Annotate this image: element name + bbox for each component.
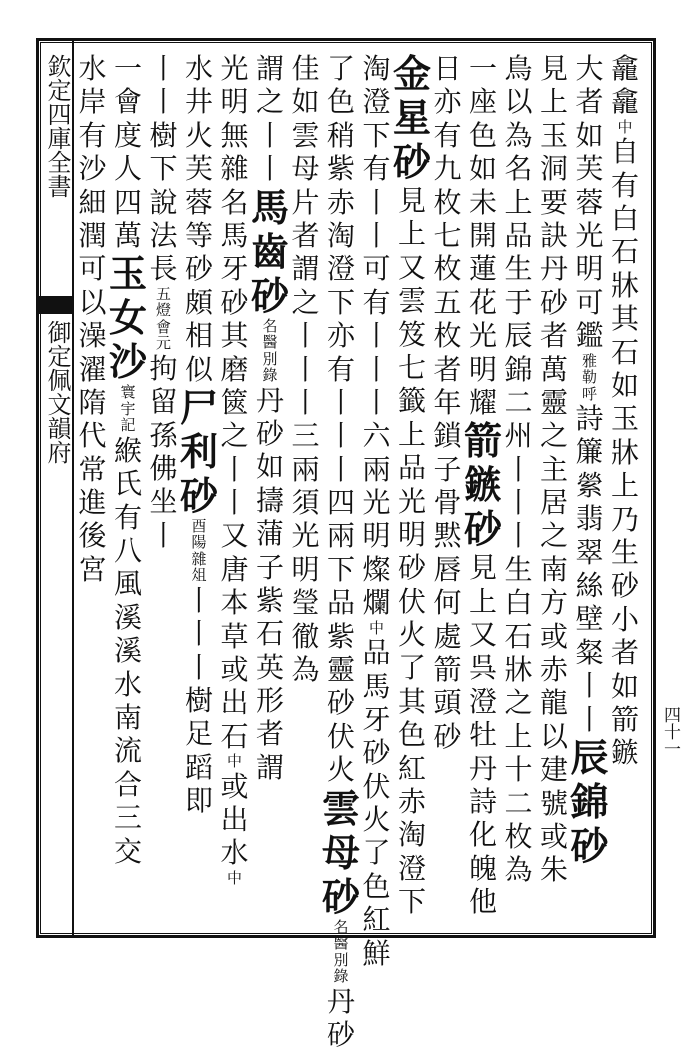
volume-title: [40, 320, 72, 473]
text-column: 水 井 火 芙 蓉 等 砂 頗 相 似 尸 利 砂 酉 陽 雜 俎 丨 丨 丨 樹 足 蹈 即: [179, 52, 218, 818]
book-title-text: 欽定四庫全書: [43, 54, 71, 198]
text-column: 水 岸 有 沙 細 潤 可 以 澡 濯 隋 代 常 進 後 宮: [78, 52, 107, 586]
volume-title-text: 御定佩文韻府: [43, 320, 71, 464]
text-column: 佳 如 雲 母 片 者 謂 之 丨 丨 丨 三 兩 須 光 明 瑩 徹 為: [291, 52, 320, 687]
fishtail-block-icon: [38, 296, 74, 314]
book-title: [40, 54, 72, 207]
text-column: 龕 龕 中 自 有 白 石 牀 其 石 如 玉 牀 上 乃 生 砂 小 者 如 箭 鏃: [610, 52, 639, 770]
text-column: 金 星 砂 見 上 又 雲 笈 七 籤 上 品 光 明 砂 伏 火 了 其 色 紅 赤 淘 澄 下: [392, 51, 431, 919]
text-column: 了 色 稍 紫 赤 淘 澄 下 亦 有 丨 丨 丨 四 兩 下 品 紫 靈 砂 伏 火 雲 母 砂 名 醫 別 錄 丹 砂: [321, 52, 360, 1051]
text-column: 日 亦 有 九 枚 七 枚 五 枚 者 年 鎖 子 骨 黙 唇 何 處 箭 頭 砂: [433, 52, 462, 753]
text-column: 淘 澄 下 有 丨 丨 可 有 丨 丨 丨 六 兩 光 明 燦 爛 中 品 馬 牙 砂 伏 火 了 色 紅 鮮: [362, 52, 391, 970]
text-column: 鳥 以 為 名 上 品 生 于 辰 錦 二 州 丨 丨 丨 生 白 石 牀 之 上 十 二 枚 為: [504, 52, 533, 887]
page-number-text: 四十一: [660, 706, 680, 757]
text-column: 謂 之 丨 丨 馬 齒 砂 名 醫 別 錄 丹 砂 如 擣 蒲 子 紫 石 英 形 者 謂: [250, 52, 289, 784]
text-column: 一 會 度 人 四 萬 玉 女 沙 寰 宇 記 緱 氏 有 八 風 溪 溪 水 南 流 合 三 交: [108, 52, 147, 868]
text-column: 見 上 玉 洞 要 訣 丹 砂 者 萬 靈 之 主 居 之 南 方 或 赤 龍 以 建 號 或 朱: [539, 52, 568, 887]
page-number: [657, 706, 683, 763]
text-column: 光 明 無 雜 名 馬 牙 砂 其 磨 篋 之 丨 丨 又 唐 本 草 或 出 石 中 或 出 水 中: [220, 52, 249, 887]
text-column: 一 座 色 如 未 開 蓮 花 光 明 耀 箭 鏃 砂 見 上 又 呉 澄 牡 丹 詩 化 魄 他: [463, 52, 502, 919]
text-column: 大 者 如 芙 蓉 光 明 可 鑑 雅 勒 呼 詩 簾 縈 翡 翠 絲 壁 粲 丨 丨 辰 錦 砂: [570, 52, 609, 868]
text-column: 丨 丨 樹 下 說 法 長 五 燈 會 元 拘 留 孫 佛 坐 丨: [149, 52, 178, 552]
